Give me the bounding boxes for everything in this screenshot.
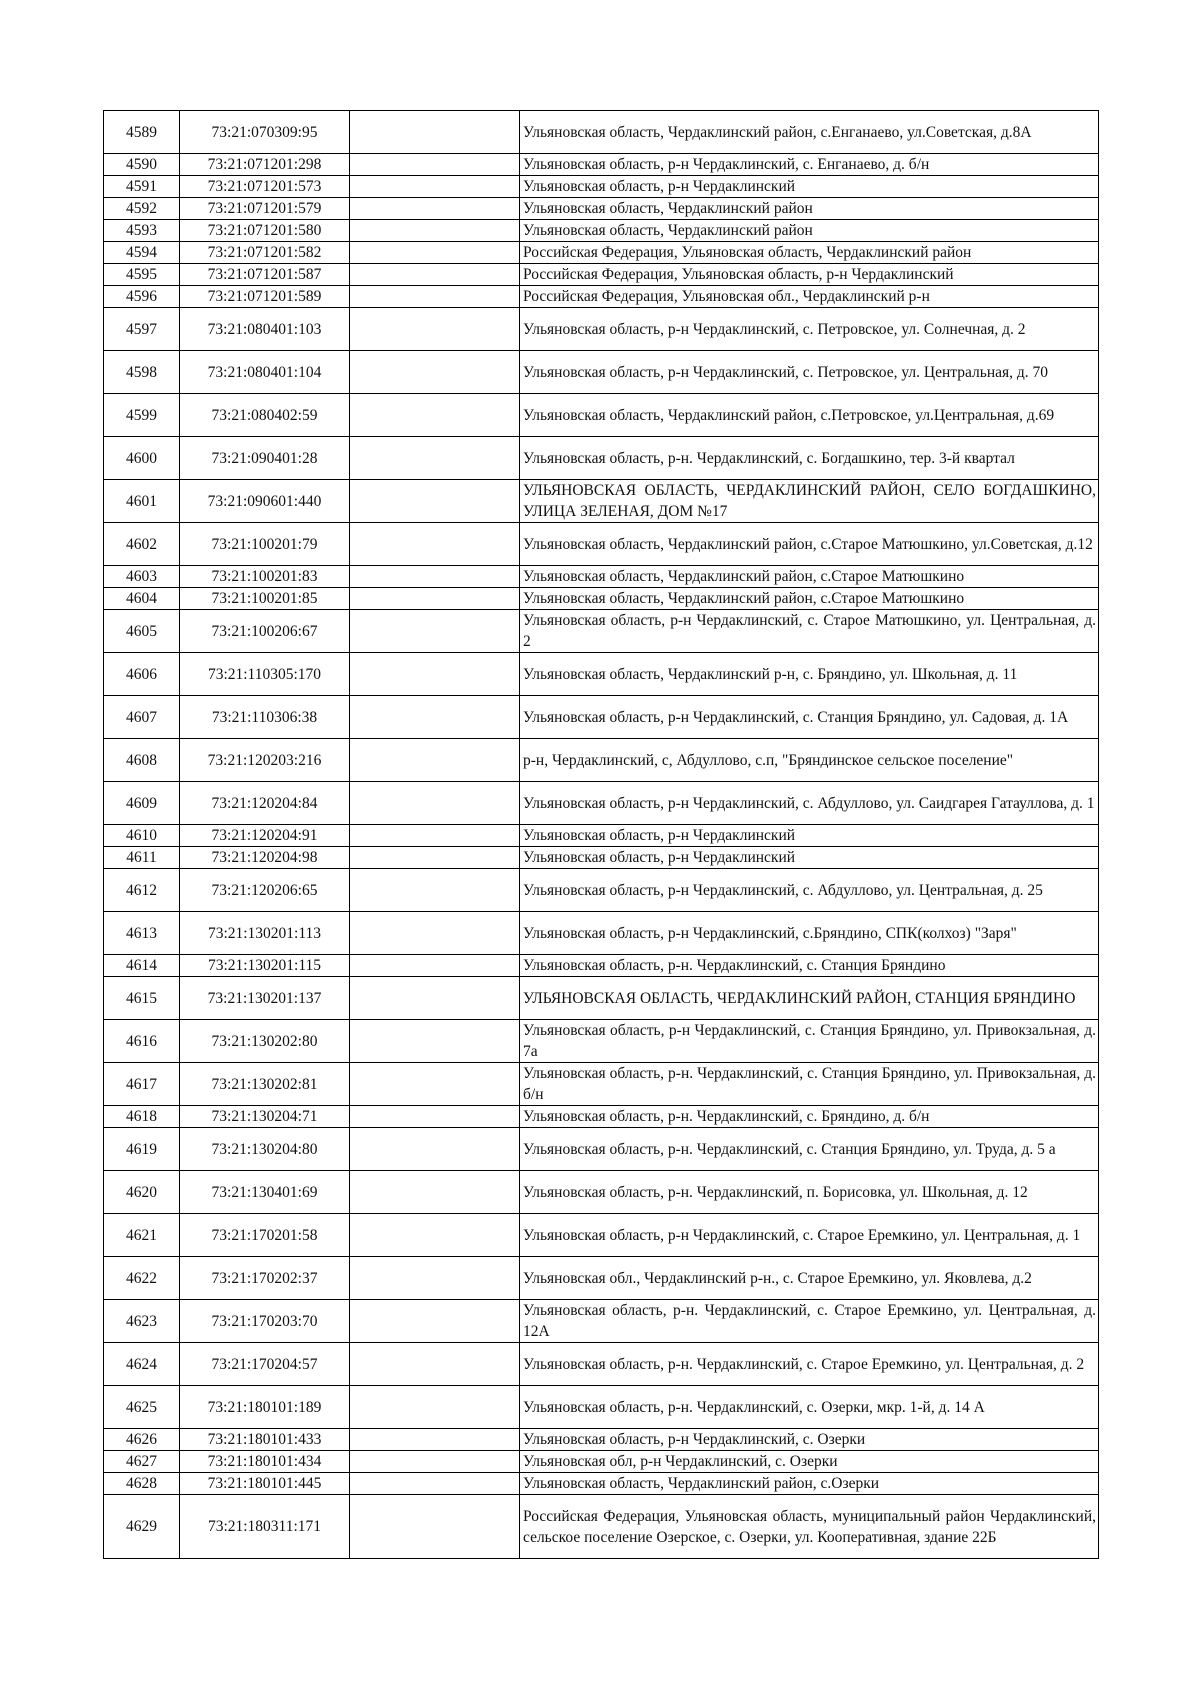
address-cell: Ульяновская область, р-н Чердаклинский, с. Станция Бряндино, ул. Садовая, д. 1А xyxy=(520,696,1099,739)
address-cell: Ульяновская область, р-н Чердаклинский, с. Старое Еремкино, ул. Центральная, д. 1 xyxy=(520,1214,1099,1257)
empty-cell xyxy=(350,286,520,308)
row-number-cell: 4591 xyxy=(104,176,180,198)
cadastral-number-cell: 73:21:120204:98 xyxy=(180,847,350,869)
row-number-cell: 4613 xyxy=(104,912,180,955)
cadastral-number-cell: 73:21:071201:579 xyxy=(180,198,350,220)
empty-cell xyxy=(350,1473,520,1495)
empty-cell xyxy=(350,588,520,610)
row-number-cell: 4615 xyxy=(104,977,180,1020)
address-cell: УЛЬЯНОВСКАЯ ОБЛАСТЬ, ЧЕРДАКЛИНСКИЙ РАЙОН, СЕЛО БОГДАШКИНО, УЛИЦА ЗЕЛЕНАЯ, ДОМ №17 xyxy=(520,480,1099,523)
cadastral-number-cell: 73:21:180311:171 xyxy=(180,1495,350,1559)
empty-cell xyxy=(350,351,520,394)
empty-cell xyxy=(350,955,520,977)
address-cell: Ульяновская область, р-н. Чердаклинский, с. Старое Еремкино, ул. Центральная, д. 12А xyxy=(520,1300,1099,1343)
address-cell: Ульяновская область, р-н Чердаклинский xyxy=(520,176,1099,198)
empty-cell xyxy=(350,825,520,847)
address-cell: Ульяновская область, р-н Чердаклинский, с. Абдуллово, ул. Центральная, д. 25 xyxy=(520,869,1099,912)
empty-cell xyxy=(350,1214,520,1257)
empty-cell xyxy=(350,308,520,351)
address-cell: УЛЬЯНОВСКАЯ ОБЛАСТЬ, ЧЕРДАКЛИНСКИЙ РАЙОН, СТАНЦИЯ БРЯНДИНО xyxy=(520,977,1099,1020)
cadastral-number-cell: 73:21:120206:65 xyxy=(180,869,350,912)
empty-cell xyxy=(350,1020,520,1063)
row-number-cell: 4624 xyxy=(104,1343,180,1386)
cadastral-number-cell: 73:21:120204:84 xyxy=(180,782,350,825)
row-number-cell: 4618 xyxy=(104,1106,180,1128)
row-number-cell: 4594 xyxy=(104,242,180,264)
table-row xyxy=(104,696,1099,739)
empty-cell xyxy=(350,154,520,176)
empty-cell xyxy=(350,264,520,286)
cadastral-number-cell: 73:21:180101:434 xyxy=(180,1451,350,1473)
row-number-cell: 4592 xyxy=(104,198,180,220)
cadastral-number-cell: 73:21:090601:440 xyxy=(180,480,350,523)
address-cell: Ульяновская область, Чердаклинский район xyxy=(520,198,1099,220)
row-number-cell: 4616 xyxy=(104,1020,180,1063)
table-row xyxy=(104,1386,1099,1429)
address-cell: Ульяновская область, р-н. Чердаклинский, с. Станция Бряндино xyxy=(520,955,1099,977)
table-row xyxy=(104,154,1099,176)
cadastral-number-cell: 73:21:120203:216 xyxy=(180,739,350,782)
table-row xyxy=(104,1128,1099,1171)
row-number-cell: 4608 xyxy=(104,739,180,782)
table-row xyxy=(104,782,1099,825)
row-number-cell: 4622 xyxy=(104,1257,180,1300)
address-cell: Ульяновская область, р-н Чердаклинский, с. Енганаево, д. б/н xyxy=(520,154,1099,176)
address-cell: Ульяновская обл, р-н Чердаклинский, с. Озерки xyxy=(520,1451,1099,1473)
row-number-cell: 4614 xyxy=(104,955,180,977)
cadastral-number-cell: 73:21:110306:38 xyxy=(180,696,350,739)
cadastral-number-cell: 73:21:100206:67 xyxy=(180,610,350,653)
empty-cell xyxy=(350,1063,520,1106)
address-cell: Ульяновская область, Чердаклинский район xyxy=(520,220,1099,242)
cadastral-number-cell: 73:21:180101:445 xyxy=(180,1473,350,1495)
cadastral-number-cell: 73:21:170204:57 xyxy=(180,1343,350,1386)
table-row xyxy=(104,825,1099,847)
address-cell: Ульяновская область, Чердаклинский р-н, с. Бряндино, ул. Школьная, д. 11 xyxy=(520,653,1099,696)
row-number-cell: 4598 xyxy=(104,351,180,394)
cadastral-number-cell: 73:21:170203:70 xyxy=(180,1300,350,1343)
empty-cell xyxy=(350,1106,520,1128)
cadastral-number-cell: 73:21:170201:58 xyxy=(180,1214,350,1257)
address-cell: Ульяновская область, р-н Чердаклинский xyxy=(520,847,1099,869)
table-row xyxy=(104,198,1099,220)
row-number-cell: 4593 xyxy=(104,220,180,242)
empty-cell xyxy=(350,176,520,198)
table-row xyxy=(104,480,1099,523)
table-row xyxy=(104,1063,1099,1106)
cadastral-number-cell: 73:21:070309:95 xyxy=(180,111,350,154)
row-number-cell: 4603 xyxy=(104,566,180,588)
cadastral-number-cell: 73:21:100201:83 xyxy=(180,566,350,588)
table-row xyxy=(104,847,1099,869)
address-cell: Ульяновская область, р-н Чердаклинский, с. Старое Матюшкино, ул. Центральная, д. 2 xyxy=(520,610,1099,653)
cadastral-number-cell: 73:21:180101:433 xyxy=(180,1429,350,1451)
row-number-cell: 4611 xyxy=(104,847,180,869)
empty-cell xyxy=(350,220,520,242)
empty-cell xyxy=(350,1451,520,1473)
table-row xyxy=(104,610,1099,653)
empty-cell xyxy=(350,912,520,955)
cadastral-number-cell: 73:21:080401:103 xyxy=(180,308,350,351)
empty-cell xyxy=(350,977,520,1020)
row-number-cell: 4590 xyxy=(104,154,180,176)
table-row xyxy=(104,588,1099,610)
empty-cell xyxy=(350,610,520,653)
cadastral-number-cell: 73:21:130201:115 xyxy=(180,955,350,977)
address-cell: Ульяновская область, р-н. Чердаклинский, с. Богдашкино, тер. 3-й квартал xyxy=(520,437,1099,480)
empty-cell xyxy=(350,1300,520,1343)
address-cell: Ульяновская область, р-н Чердаклинский, с. Петровское, ул. Центральная, д. 70 xyxy=(520,351,1099,394)
table-row xyxy=(104,308,1099,351)
empty-cell xyxy=(350,523,520,566)
empty-cell xyxy=(350,696,520,739)
table-row xyxy=(104,351,1099,394)
empty-cell xyxy=(350,198,520,220)
empty-cell xyxy=(350,653,520,696)
property-table xyxy=(103,110,1099,1559)
table-row xyxy=(104,955,1099,977)
table-row xyxy=(104,1171,1099,1214)
row-number-cell: 4596 xyxy=(104,286,180,308)
table-row xyxy=(104,1473,1099,1495)
row-number-cell: 4617 xyxy=(104,1063,180,1106)
address-cell: Ульяновская область, Чердаклинский район, с.Озерки xyxy=(520,1473,1099,1495)
table-row xyxy=(104,286,1099,308)
property-table-body xyxy=(104,111,1099,1559)
table-row xyxy=(104,111,1099,154)
cadastral-number-cell: 73:21:071201:573 xyxy=(180,176,350,198)
empty-cell xyxy=(350,869,520,912)
table-row xyxy=(104,394,1099,437)
table-row xyxy=(104,977,1099,1020)
row-number-cell: 4604 xyxy=(104,588,180,610)
address-cell: Российская Федерация, Ульяновская область, р-н Чердаклинский xyxy=(520,264,1099,286)
row-number-cell: 4607 xyxy=(104,696,180,739)
table-row xyxy=(104,523,1099,566)
row-number-cell: 4597 xyxy=(104,308,180,351)
address-cell: Ульяновская область, р-н. Чердаклинский, с. Старое Еремкино, ул. Центральная, д. 2 xyxy=(520,1343,1099,1386)
table-row xyxy=(104,1495,1099,1559)
row-number-cell: 4599 xyxy=(104,394,180,437)
row-number-cell: 4589 xyxy=(104,111,180,154)
cadastral-number-cell: 73:21:130204:80 xyxy=(180,1128,350,1171)
row-number-cell: 4623 xyxy=(104,1300,180,1343)
address-cell: Российская Федерация, Ульяновская область, муниципальный район Чердаклинский, сельское поселение Озерское, с. Озерки, ул. Кооперативная, здание 22Б xyxy=(520,1495,1099,1559)
row-number-cell: 4600 xyxy=(104,437,180,480)
address-cell: Ульяновская область, р-н. Чердаклинский, с. Станция Бряндино, ул. Труда, д. 5 а xyxy=(520,1128,1099,1171)
cadastral-number-cell: 73:21:071201:589 xyxy=(180,286,350,308)
address-cell: Ульяновская обл., Чердаклинский р-н., с. Старое Еремкино, ул. Яковлева, д.2 xyxy=(520,1257,1099,1300)
cadastral-number-cell: 73:21:130202:81 xyxy=(180,1063,350,1106)
table-row xyxy=(104,912,1099,955)
cadastral-number-cell: 73:21:170202:37 xyxy=(180,1257,350,1300)
table-row xyxy=(104,176,1099,198)
row-number-cell: 4606 xyxy=(104,653,180,696)
table-row xyxy=(104,1257,1099,1300)
cadastral-number-cell: 73:21:071201:298 xyxy=(180,154,350,176)
table-row xyxy=(104,1300,1099,1343)
cadastral-number-cell: 73:21:110305:170 xyxy=(180,653,350,696)
empty-cell xyxy=(350,566,520,588)
table-row xyxy=(104,566,1099,588)
cadastral-number-cell: 73:21:100201:85 xyxy=(180,588,350,610)
row-number-cell: 4601 xyxy=(104,480,180,523)
address-cell: Ульяновская область, р-н Чердаклинский xyxy=(520,825,1099,847)
table-row xyxy=(104,220,1099,242)
empty-cell xyxy=(350,242,520,264)
address-cell: Ульяновская область, Чердаклинский район, с.Старое Матюшкино xyxy=(520,588,1099,610)
table-row xyxy=(104,1106,1099,1128)
row-number-cell: 4620 xyxy=(104,1171,180,1214)
empty-cell xyxy=(350,1343,520,1386)
cadastral-number-cell: 73:21:071201:580 xyxy=(180,220,350,242)
cadastral-number-cell: 73:21:130202:80 xyxy=(180,1020,350,1063)
address-cell: Ульяновская область, р-н Чердаклинский, с. Станция Бряндино, ул. Привокзальная, д. 7а xyxy=(520,1020,1099,1063)
row-number-cell: 4595 xyxy=(104,264,180,286)
empty-cell xyxy=(350,1386,520,1429)
empty-cell xyxy=(350,1171,520,1214)
address-cell: Ульяновская область, р-н. Чердаклинский, с. Озерки, мкр. 1-й, д. 14 А xyxy=(520,1386,1099,1429)
row-number-cell: 4602 xyxy=(104,523,180,566)
cadastral-number-cell: 73:21:180101:189 xyxy=(180,1386,350,1429)
address-cell: Ульяновская область, Чердаклинский район, с.Енганаево, ул.Советская, д.8А xyxy=(520,111,1099,154)
address-cell: Ульяновская область, р-н Чердаклинский, с. Петровское, ул. Солнечная, д. 2 xyxy=(520,308,1099,351)
address-cell: Российская Федерация, Ульяновская область, Чердаклинский район xyxy=(520,242,1099,264)
cadastral-number-cell: 73:21:130201:113 xyxy=(180,912,350,955)
row-number-cell: 4610 xyxy=(104,825,180,847)
address-cell: Российская Федерация, Ульяновская обл., Чердаклинский р-н xyxy=(520,286,1099,308)
address-cell: Ульяновская область, р-н Чердаклинский, с. Абдуллово, ул. Саидгарея Гатауллова, д. 1 xyxy=(520,782,1099,825)
address-cell: Ульяновская область, Чердаклинский район, с.Старое Матюшкино xyxy=(520,566,1099,588)
address-cell: Ульяновская область, Чердаклинский район, с.Петровское, ул.Центральная, д.69 xyxy=(520,394,1099,437)
empty-cell xyxy=(350,1128,520,1171)
table-row xyxy=(104,1343,1099,1386)
table-row xyxy=(104,437,1099,480)
cadastral-number-cell: 73:21:130401:69 xyxy=(180,1171,350,1214)
table-row xyxy=(104,264,1099,286)
table-row xyxy=(104,1451,1099,1473)
empty-cell xyxy=(350,1495,520,1559)
address-cell: Ульяновская область, р-н. Чердаклинский, с. Бряндино, д. б/н xyxy=(520,1106,1099,1128)
cadastral-number-cell: 73:21:120204:91 xyxy=(180,825,350,847)
table-row xyxy=(104,1020,1099,1063)
cadastral-number-cell: 73:21:130201:137 xyxy=(180,977,350,1020)
table-row xyxy=(104,869,1099,912)
cadastral-number-cell: 73:21:080402:59 xyxy=(180,394,350,437)
empty-cell xyxy=(350,739,520,782)
empty-cell xyxy=(350,1429,520,1451)
row-number-cell: 4626 xyxy=(104,1429,180,1451)
cadastral-number-cell: 73:21:080401:104 xyxy=(180,351,350,394)
row-number-cell: 4625 xyxy=(104,1386,180,1429)
cadastral-number-cell: 73:21:130204:71 xyxy=(180,1106,350,1128)
empty-cell xyxy=(350,1257,520,1300)
row-number-cell: 4612 xyxy=(104,869,180,912)
row-number-cell: 4605 xyxy=(104,610,180,653)
table-row xyxy=(104,1214,1099,1257)
table-row xyxy=(104,739,1099,782)
row-number-cell: 4619 xyxy=(104,1128,180,1171)
address-cell: Ульяновская область, р-н. Чердаклинский, п. Борисовка, ул. Школьная, д. 12 xyxy=(520,1171,1099,1214)
empty-cell xyxy=(350,437,520,480)
cadastral-number-cell: 73:21:071201:587 xyxy=(180,264,350,286)
row-number-cell: 4627 xyxy=(104,1451,180,1473)
cadastral-number-cell: 73:21:071201:582 xyxy=(180,242,350,264)
address-cell: Ульяновская область, р-н Чердаклинский, с. Озерки xyxy=(520,1429,1099,1451)
empty-cell xyxy=(350,394,520,437)
empty-cell xyxy=(350,847,520,869)
empty-cell xyxy=(350,111,520,154)
row-number-cell: 4628 xyxy=(104,1473,180,1495)
empty-cell xyxy=(350,782,520,825)
empty-cell xyxy=(350,480,520,523)
row-number-cell: 4629 xyxy=(104,1495,180,1559)
address-cell: Ульяновская область, р-н Чердаклинский, с.Бряндино, СПК(колхоз) "Заря" xyxy=(520,912,1099,955)
row-number-cell: 4609 xyxy=(104,782,180,825)
cadastral-number-cell: 73:21:090401:28 xyxy=(180,437,350,480)
address-cell: р-н, Чердаклинский, с, Абдуллово, с.п, "Бряндинское сельское поселение" xyxy=(520,739,1099,782)
table-row xyxy=(104,1429,1099,1451)
document-page xyxy=(103,110,1098,1559)
address-cell: Ульяновская область, р-н. Чердаклинский, с. Станция Бряндино, ул. Привокзальная, д. б/н xyxy=(520,1063,1099,1106)
cadastral-number-cell: 73:21:100201:79 xyxy=(180,523,350,566)
row-number-cell: 4621 xyxy=(104,1214,180,1257)
table-row xyxy=(104,653,1099,696)
table-row xyxy=(104,242,1099,264)
address-cell: Ульяновская область, Чердаклинский район, с.Старое Матюшкино, ул.Советская, д.12 xyxy=(520,523,1099,566)
